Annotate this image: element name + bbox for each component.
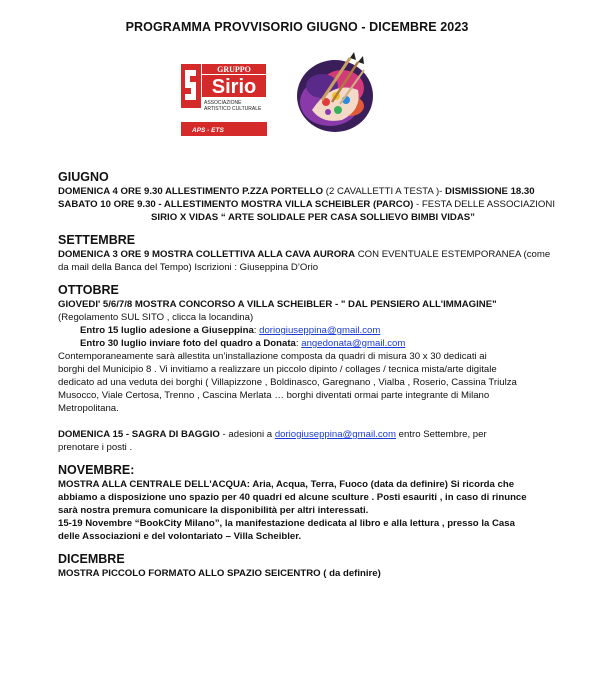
ottobre-line-2: (Regolamento SUL SITO , clicca la locandina) (58, 312, 254, 323)
ottobre-d15-line-1: DOMENICA 15 - SAGRA DI BAGGIO - adesioni a doriogiuseppina@gmail.com entro Settembre, per (58, 429, 487, 440)
ottobre-para-3: dedicato ad una veduta dei borghi ( Villapizzone , Boldinasco, Garegnano , Vialba , Roserio, Cassina Triulza (58, 377, 517, 388)
ottobre-para-1: Contemporaneamente sarà allestita un’installazione composta da quadri di misura 30 x 30 dedicati ai (58, 351, 487, 362)
novembre-line-3: sarà nostra premura comunicare la disponibilità per altri interessati. (58, 505, 369, 516)
novembre-line-5: delle Associazioni e del volontariato – Villa Scheibler. (58, 531, 302, 542)
ottobre-para-5: Metropolitana. (58, 403, 119, 414)
settembre-line-2: da mail della Banca del Tempo) Iscrizioni : Giuseppina D’Orio (58, 262, 319, 273)
logo-prefix: GRUPPO (217, 65, 251, 74)
giugno-line-3: SIRIO X VIDAS “ ARTE SOLIDALE PER CASA SOLLIEVO BIMBI VIDAS” (151, 212, 475, 223)
ottobre-para-2: borghi del Municipio 8 . Vi invitiamo a realizzare un piccolo dipinto / collages / tecnica mista/arte digitale (58, 364, 497, 375)
section-ottobre (58, 283, 568, 454)
novembre-line-2: abbiamo a disposizione uno spazio per 40 quadri ed alcune sculture . Posti esauriti , in caso di rinunce (58, 492, 527, 503)
ottobre-d15-line-2: prenotare i posti . (58, 442, 133, 453)
settembre-line-1: DOMENICA 3 ORE 9 MOSTRA COLLETTIVA ALLA CAVA AURORA CON EVENTUALE ESTEMPORANEA (come (58, 249, 551, 260)
email-link-donata[interactable]: angedonata@gmail.com (301, 338, 406, 349)
ottobre-line-4: Entro 30 luglio inviare foto del quadro a Donata: angedonata@gmail.com (80, 338, 406, 349)
heading-giugno: GIUGNO (58, 170, 109, 184)
heading-settembre: SETTEMBRE (58, 233, 136, 247)
logo-line2: ARTISTICO CULTURALE (204, 106, 262, 112)
email-link-baggio[interactable]: doriogiuseppina@gmail.com (274, 429, 397, 440)
section-dicembre (58, 552, 568, 580)
palette-icon (292, 50, 378, 138)
heading-novembre: NOVEMBRE: (58, 463, 135, 477)
dicembre-line-1: MOSTRA PICCOLO FORMATO ALLO SPAZIO SEICENTRO ( da definire) (58, 568, 381, 579)
ottobre-line-1: GIOVEDI' 5/6/7/8 MOSTRA CONCORSO A VILLA SCHEIBLER - " DAL PENSIERO ALL'IMMAGINE" (58, 299, 497, 310)
heading-dicembre: DICEMBRE (58, 552, 125, 566)
email-link-giuseppina[interactable]: doriogiuseppina@gmail.com (259, 325, 381, 336)
novembre-line-4: 15-19 Novembre “BookCity Milano”, la manifestazione dedicata al libro e alla lettura , presso la Casa (58, 518, 515, 529)
section-settembre (58, 233, 568, 274)
page-title: PROGRAMMA PROVVISORIO GIUGNO - DICEMBRE 2023 (125, 20, 469, 34)
logo-name: Sirio (211, 76, 257, 98)
novembre-line-1: MOSTRA ALLA CENTRALE DELL'ACQUA: Aria, Acqua, Terra, Fuoco (data da definire) Si ricorda che (58, 479, 515, 490)
logo-badge: APS - ETS (192, 127, 224, 134)
giugno-line-1: DOMENICA 4 ORE 9.30 ALLESTIMENTO P.ZZA PORTELLO (2 CAVALLETTI A TESTA )- DISMISSIONE 18.30 (58, 186, 535, 197)
logo-line1: ASSOCIAZIONE (204, 100, 242, 106)
giugno-line-2: SABATO 10 ORE 9.30 - ALLESTIMENTO MOSTRA VILLA SCHEIBLER (PARCO) - FESTA DELLE ASSOCIAZIONI (58, 199, 555, 210)
program-content (58, 170, 568, 580)
sirio-logo (180, 62, 268, 138)
section-giugno (58, 170, 568, 224)
section-novembre (58, 463, 568, 543)
heading-ottobre: OTTOBRE (58, 283, 119, 297)
ottobre-line-3: Entro 15 luglio adesione a Giuseppina: doriogiuseppina@gmail.com (80, 325, 381, 336)
ottobre-para-4: Musocco, Viale Certosa, Trenno , Cascina Merlata … borghi diventati ormai parte integrante di Milano (58, 390, 490, 401)
